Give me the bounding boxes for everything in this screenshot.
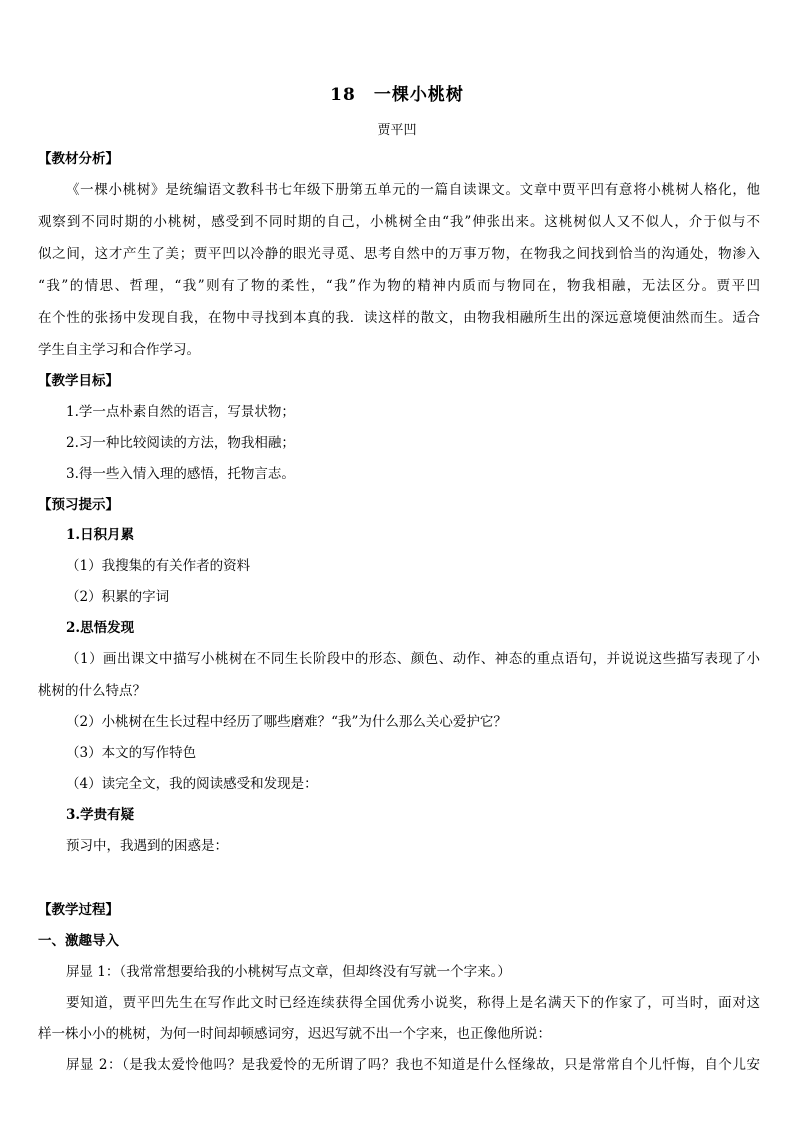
- page-title: 18 一棵小桃树: [330, 85, 464, 105]
- preview-subheading-2: 2.思悟发现: [66, 620, 135, 636]
- preview-item-1-2: （2）积累的字词: [66, 589, 170, 605]
- preview-item-1-1: （1）我搜集的有关作者的资料: [66, 558, 251, 574]
- goal-item-1: 1.学一点朴素自然的语言，写景状物；: [66, 404, 295, 420]
- process-screen-1: 屏显 1：（我常常想要给我的小桃树写点文章，但却终没有写就一个字来。）: [66, 964, 511, 980]
- analysis-line-5: 在个性的张扬中发现自我，在物中寻找到本真的我．读这样的散文，由物我相融所生出的深远意境便油然而生。适合: [38, 310, 760, 326]
- preview-item-2-3: （3）本文的写作特色: [66, 745, 197, 761]
- analysis-line-2: 观察到不同时期的小桃树，感受到不同时期的自己，小桃树全由“我”伸张出来。这桃树似人又不似人，介于似与不: [38, 214, 760, 230]
- author-name: 贾平凹: [377, 123, 417, 138]
- section-heading-analysis: 【教材分析】: [38, 151, 119, 167]
- section-heading-goals: 【教学目标】: [38, 373, 119, 389]
- analysis-line-1: 《一棵小桃树》是统编语文教科书七年级下册第五单元的一篇自读课文。文章中贾平凹有意将小桃树人格化，他: [66, 182, 760, 198]
- process-part-1-heading: 一、激趣导入: [38, 933, 119, 949]
- goal-item-2: 2.习一种比较阅读的方法，物我相融；: [66, 435, 295, 451]
- analysis-line-3: 似之间，这才产生了美；贾平凹以冷静的眼光寻觅、思考自然中的万事万物，在物我之间找到恰当的沟通处，物渗入: [38, 246, 760, 262]
- preview-subheading-1: 1.日积月累: [66, 527, 135, 543]
- preview-item-3-1: 预习中，我遇到的困惑是：: [66, 838, 228, 854]
- process-paragraph-1b: 样一株小小的桃树，为何一时间却顿感词穷，迟迟写就不出一个字来，也正像他所说：: [38, 1026, 551, 1042]
- preview-subheading-3: 3.学贵有疑: [66, 807, 135, 823]
- process-screen-2: 屏显 2：（是我太爱怜他吗？是我爱怜的无所谓了吗？我也不知道是什么怪缘故，只是常常自个儿忏悔，自个儿安: [66, 1057, 760, 1073]
- goal-item-3: 3.得一些入情入理的感悟，托物言志。: [66, 466, 295, 482]
- preview-item-2-4: （4）读完全文，我的阅读感受和发现是：: [66, 776, 318, 792]
- section-heading-process: 【教学过程】: [38, 902, 119, 918]
- preview-item-2-1b: 桃树的什么特点？: [38, 683, 146, 699]
- section-heading-preview: 【预习提示】: [38, 497, 119, 513]
- process-paragraph-1a: 要知道，贾平凹先生在写作此文时已经连续获得全国优秀小说奖，称得上是名满天下的作家了，可当时，面对这: [66, 995, 760, 1011]
- analysis-line-6: 学生自主学习和合作学习。: [38, 342, 200, 358]
- preview-item-2-2: （2）小桃树在生长过程中经历了哪些磨难？“我”为什么那么关心爱护它？: [66, 714, 507, 730]
- preview-item-2-1a: （1）画出课文中描写小桃树在不同生长阶段中的形态、颜色、动作、神态的重点语句，并说说这些描写表现了小: [66, 651, 760, 667]
- analysis-line-4: “我”的情思、哲理，“我”则有了物的柔性，“我”作为物的精神内质而与物同在，物我相融，无法区分。贾平凹: [38, 278, 760, 294]
